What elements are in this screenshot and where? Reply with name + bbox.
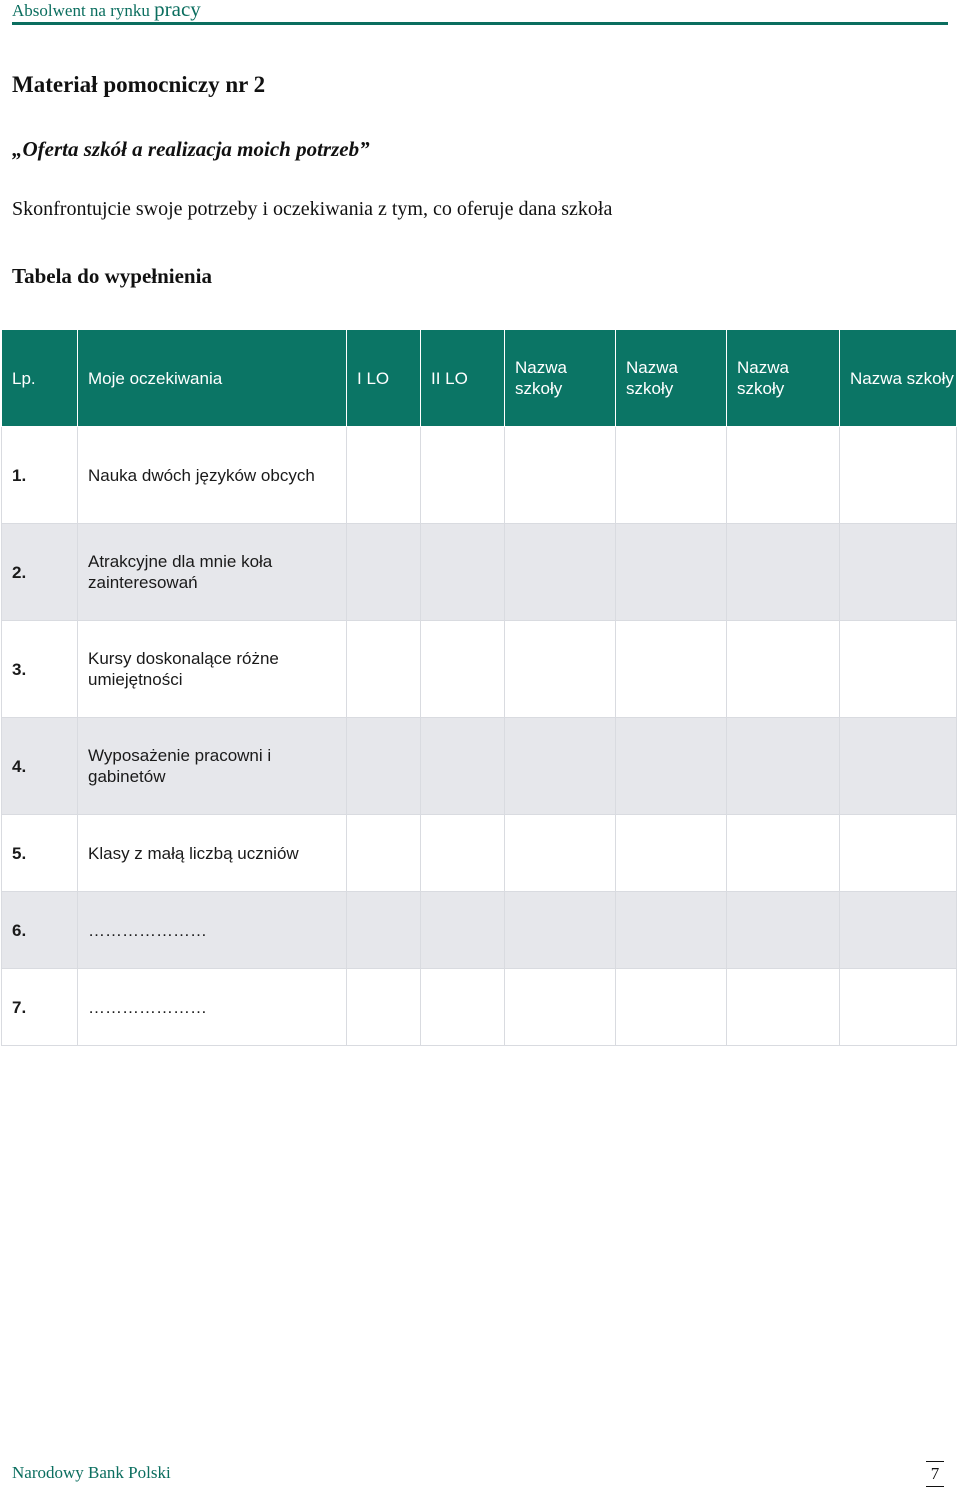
column-header-i-lo: I LO — [347, 330, 421, 427]
column-header-school-name: Nazwa szkoły — [616, 330, 727, 427]
table-row — [2, 718, 957, 815]
column-header-ii-lo: II LO — [421, 330, 505, 427]
empty-cell[interactable] — [505, 815, 616, 892]
empty-cell[interactable] — [421, 621, 505, 718]
empty-cell[interactable] — [727, 718, 840, 815]
page-title: Materiał pomocniczy nr 2 — [12, 72, 266, 97]
empty-cell[interactable] — [421, 969, 505, 1046]
empty-cell[interactable] — [347, 524, 421, 621]
empty-cell[interactable] — [347, 718, 421, 815]
page-subtitle: „Oferta szkół a realizacja moich potrzeb” — [12, 137, 370, 161]
row-number: 3. — [2, 621, 78, 718]
empty-cell[interactable] — [505, 969, 616, 1046]
table-row — [2, 892, 957, 969]
empty-cell[interactable] — [840, 815, 957, 892]
empty-cell[interactable] — [347, 621, 421, 718]
column-header-school-name: Nazwa szkoły — [727, 330, 840, 427]
empty-cell[interactable] — [840, 427, 957, 524]
row-expectation: Nauka dwóch języków obcych — [78, 427, 347, 524]
row-number: 6. — [2, 892, 78, 969]
empty-cell[interactable] — [616, 427, 727, 524]
empty-cell[interactable] — [421, 892, 505, 969]
column-header-expectations: Moje oczekiwania — [78, 330, 347, 427]
empty-cell[interactable] — [840, 621, 957, 718]
running-header — [12, 0, 948, 25]
empty-cell[interactable] — [505, 524, 616, 621]
table-row — [2, 969, 957, 1046]
running-title-emphasis: pracy — [154, 0, 201, 21]
table-row — [2, 427, 957, 524]
column-header-lp: Lp. — [2, 330, 78, 427]
table-row — [2, 524, 957, 621]
row-number: 4. — [2, 718, 78, 815]
fill-in-table — [1, 329, 957, 1046]
row-expectation: Kursy doskonalące różne umiejętności — [78, 621, 347, 718]
empty-cell[interactable] — [505, 718, 616, 815]
column-header-school-name: Nazwa szkoły — [505, 330, 616, 427]
footer-publisher: Narodowy Bank Polski — [12, 1463, 171, 1482]
page-number: 7 — [926, 1461, 944, 1487]
empty-cell[interactable] — [727, 815, 840, 892]
column-header-school-name: Nazwa szkoły — [840, 330, 957, 427]
empty-cell[interactable] — [840, 969, 957, 1046]
empty-cell[interactable] — [727, 621, 840, 718]
empty-cell[interactable] — [505, 427, 616, 524]
empty-cell[interactable] — [616, 892, 727, 969]
empty-cell[interactable] — [421, 427, 505, 524]
empty-cell[interactable] — [727, 524, 840, 621]
empty-cell[interactable] — [616, 718, 727, 815]
empty-cell[interactable] — [347, 892, 421, 969]
empty-cell[interactable] — [727, 969, 840, 1046]
row-expectation: Atrakcyjne dla mnie koła zainteresowań — [78, 524, 347, 621]
empty-cell[interactable] — [840, 718, 957, 815]
row-number: 1. — [2, 427, 78, 524]
table-label: Tabela do wypełnienia — [12, 264, 212, 288]
row-number: 7. — [2, 969, 78, 1046]
row-number: 5. — [2, 815, 78, 892]
empty-cell[interactable] — [616, 524, 727, 621]
empty-cell[interactable] — [347, 427, 421, 524]
table-header-row — [2, 330, 957, 427]
empty-cell[interactable] — [616, 621, 727, 718]
empty-cell[interactable] — [505, 892, 616, 969]
empty-cell[interactable] — [347, 969, 421, 1046]
table-row — [2, 621, 957, 718]
empty-cell[interactable] — [421, 815, 505, 892]
row-expectation: ………………… — [78, 892, 347, 969]
empty-cell[interactable] — [347, 815, 421, 892]
row-expectation: Wyposażenie pracowni i gabinetów — [78, 718, 347, 815]
empty-cell[interactable] — [727, 427, 840, 524]
empty-cell[interactable] — [840, 892, 957, 969]
row-expectation: Klasy z małą liczbą uczniów — [78, 815, 347, 892]
empty-cell[interactable] — [840, 524, 957, 621]
empty-cell[interactable] — [727, 892, 840, 969]
empty-cell[interactable] — [421, 524, 505, 621]
instruction-text: Skonfrontujcie swoje potrzeby i oczekiwania z tym, co oferuje dana szkoła — [12, 198, 613, 220]
row-number: 2. — [2, 524, 78, 621]
table-row — [2, 815, 957, 892]
running-title: Absolwent na rynku — [12, 1, 150, 20]
empty-cell[interactable] — [421, 718, 505, 815]
empty-cell[interactable] — [505, 621, 616, 718]
row-expectation: ………………… — [78, 969, 347, 1046]
empty-cell[interactable] — [616, 815, 727, 892]
empty-cell[interactable] — [616, 969, 727, 1046]
